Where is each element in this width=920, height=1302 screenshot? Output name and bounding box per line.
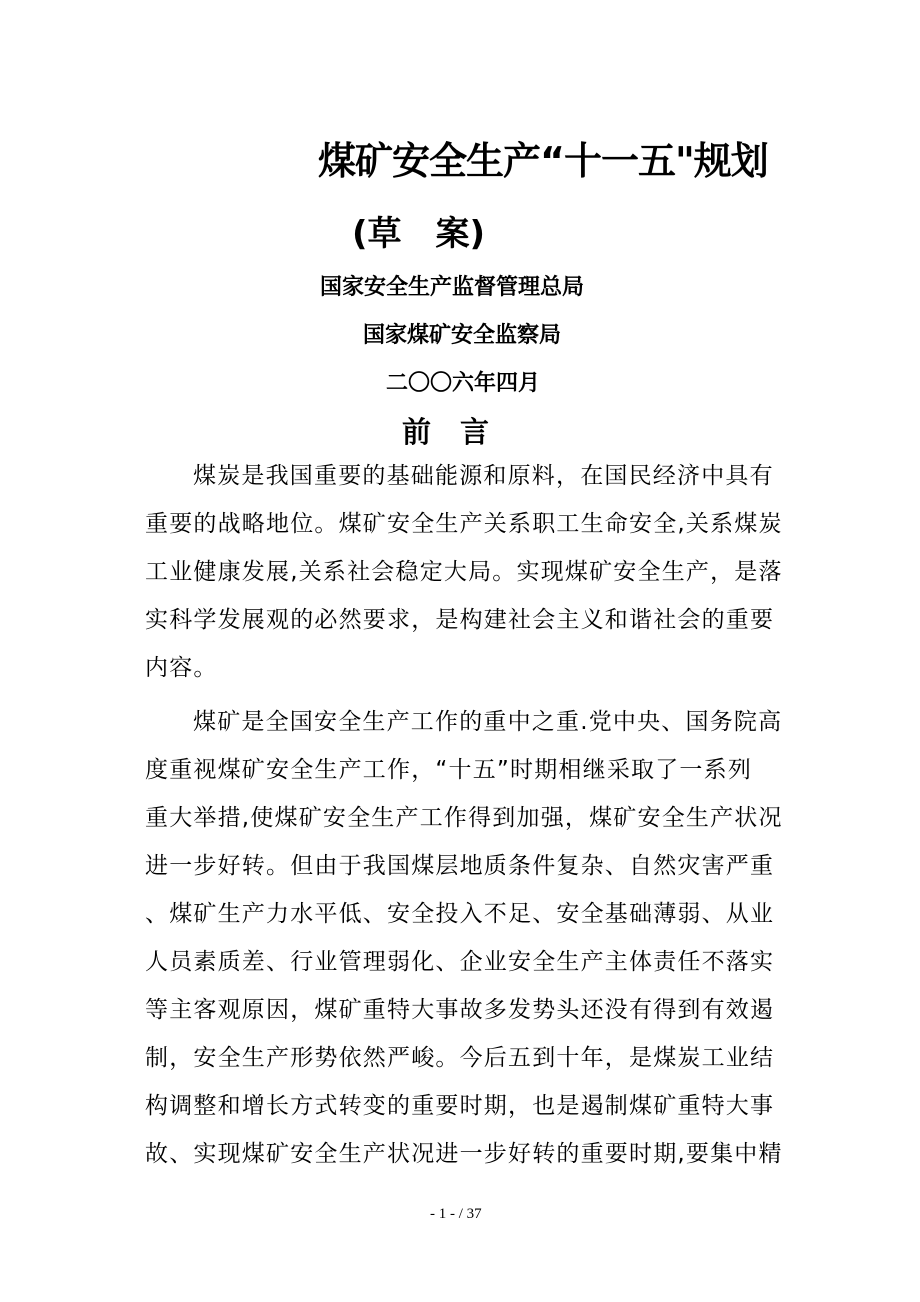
text-line: 度重视煤矿安全生产工作，“十五”时期相继采取了一系列 xyxy=(145,757,753,783)
issuer-2: 国家煤矿安全监察局 xyxy=(363,323,562,348)
text-line: 煤炭是我国重要的基础能源和原料，在国民经济中具有 xyxy=(193,463,774,489)
text-line: 制，安全生产形势依然严峻。今后五到十年，是煤炭工业结 xyxy=(145,1045,775,1071)
preface-heading: 前 言 xyxy=(402,415,490,449)
text-line: 重要的战略地位。煤矿安全生产关系职工生命安全,关系煤炭 xyxy=(145,511,783,537)
draft-label: (草 案) xyxy=(352,214,486,254)
text-line: 等主客观原因，煤矿重特大事故多发势头还没有得到有效遏 xyxy=(145,997,775,1023)
document-date: 二〇〇六年四月 xyxy=(386,371,541,396)
text-line: 构调整和增长方式转变的重要时期，也是遏制煤矿重特大事 xyxy=(145,1093,775,1119)
document-title: 煤矿安全生产“十一五"规划 xyxy=(318,139,768,183)
text-line: 进一步好转。但由于我国煤层地质条件复杂、自然灾害严重 xyxy=(145,853,775,879)
text-line: 工业健康发展,关系社会稳定大局。实现煤矿安全生产，是落 xyxy=(145,559,783,585)
text-line: 人员素质差、行业管理弱化、企业安全生产主体责任不落实 xyxy=(145,949,775,975)
text-line: 实科学发展观的必然要求，是构建社会主义和谐社会的重要 xyxy=(145,607,775,633)
text-line: 内容。 xyxy=(145,655,218,681)
issuer-1: 国家安全生产监督管理总局 xyxy=(320,275,585,300)
page-number: - 1 - / 37 xyxy=(430,1206,482,1222)
text-line: 、煤矿生产力水平低、安全投入不足、安全基础薄弱、从业 xyxy=(145,901,775,927)
text-line: 煤矿是全国安全生产工作的重中之重.党中央、国务院高 xyxy=(193,709,783,735)
text-line: 故、实现煤矿安全生产状况进一步好转的重要时期,要集中精 xyxy=(145,1141,783,1167)
text-line: 重大举措,使煤矿安全生产工作得到加强，煤矿安全生产状况 xyxy=(145,805,783,831)
